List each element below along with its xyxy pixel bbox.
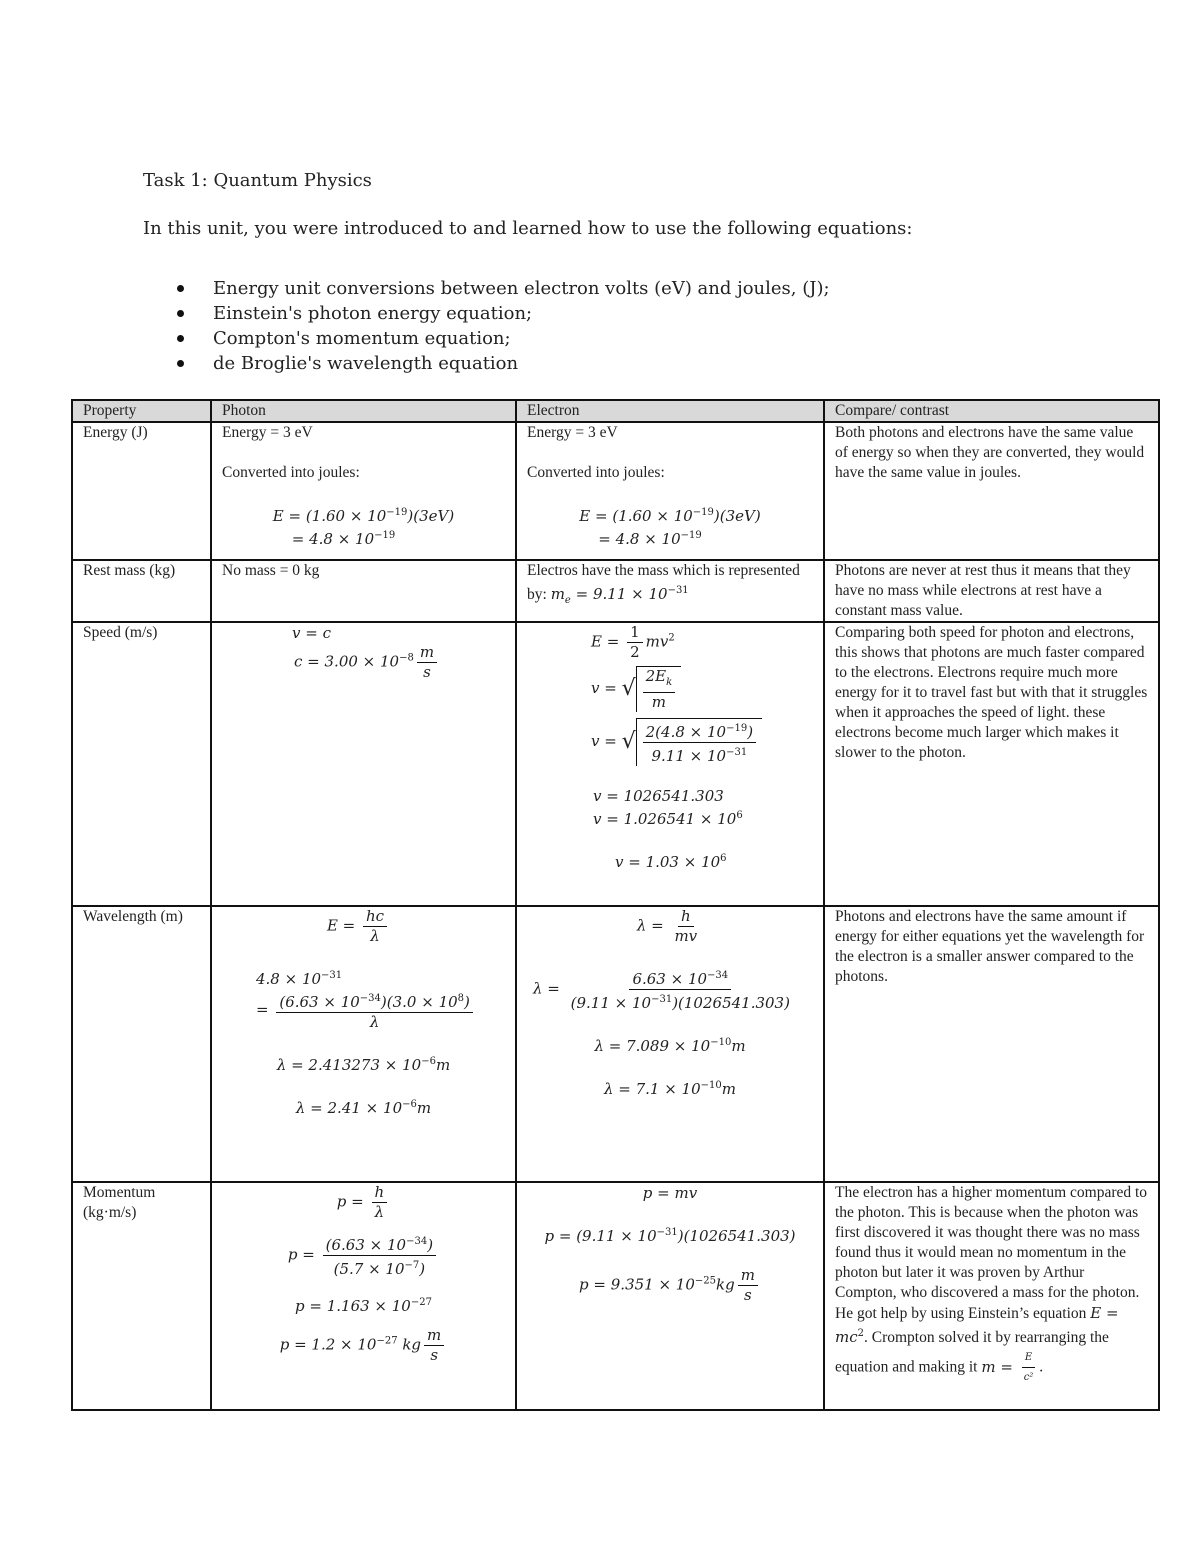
equation: v = √ $\frac{2E_k}{m}$ xyxy=(527,666,813,712)
header-electron: Electron xyxy=(516,400,824,422)
bullet-icon xyxy=(177,310,184,317)
cell-photon-speed: v = c $c = 3.00 \times 10^{-8}$ $\frac{m}{s}$ xyxy=(211,622,516,906)
header-photon: Photon xyxy=(211,400,516,422)
cell-electron-speed: E = $\frac{1}{2}$ $mv^2$ v = √ $\frac{2E_k}{m}$ v = √ $\frac{2(4.8 \times 10^{-19})}{9.11 \times 10^{-31}}$ v = 1026541.303 $v = 1.026541 \times 10^6$ $v = 1.03 \times 10^6$ xyxy=(516,622,824,906)
table-row-speed xyxy=(72,622,1159,906)
comparison-table xyxy=(71,399,1160,1411)
table-row-momentum xyxy=(72,1182,1159,1410)
cell-compare-wavelength: Photons and electrons have the same amount if energy for either equations yet the wavelength for the electron is a smaller answer compared to the photons. xyxy=(824,906,1159,1182)
cell-photon-energy: Energy = 3 eV Converted into joules: $E = (1.60 \times 10^{-19})(3eV)$ = $4.8 \times 10^{-19}$ xyxy=(211,422,516,560)
equation: E = $\frac{1}{2}$ $mv^2$ xyxy=(591,623,675,661)
list-item: Compton's momentum equation; xyxy=(175,326,830,351)
header-compare: Compare/ contrast xyxy=(824,400,1159,422)
equation: = $\frac{(6.63 \times 10^{-34})(3.0 \times 10^8)}{\lambda}$ xyxy=(222,989,505,1032)
equation: $\lambda = 2.413273 \times 10^{-6}m$ xyxy=(276,1056,451,1074)
equation: $E = mc^2$ xyxy=(835,1304,1119,1346)
cell-compare-mass: Photons are never at rest thus it means that they have no mass while electrons at rest have a constant mass value. xyxy=(824,560,1159,622)
bullet-icon xyxy=(177,360,184,367)
equation: $p = 1.2 \times 10^{-27}$ kg $\frac{m}{s}$ xyxy=(222,1326,505,1365)
table-row-wavelength xyxy=(72,906,1159,1182)
equation: $p = 9.351 \times 10^{-25}kg$ $\frac{m}{s}$ xyxy=(527,1266,813,1305)
equation: $m_e = 9.11 \times 10^{-31}$ xyxy=(550,585,689,606)
table-row-rest-mass xyxy=(72,560,1159,622)
cell-electron-wavelength xyxy=(516,906,824,1182)
cell-electron-energy: Energy = 3 eV Converted into joules: $E = (1.60 \times 10^{-19})(3eV)$ = $4.8 \times 10^{-19}$ xyxy=(516,422,824,560)
equation: $E = (1.60 \times 10^{-19})(3eV)$ xyxy=(579,507,761,525)
equation: E = $\frac{hc}{\lambda}$ xyxy=(212,907,505,946)
equation: $4.8 \times 10^{-31}$ xyxy=(256,970,343,988)
bullet-icon xyxy=(177,335,184,342)
equation: p = $\frac{(6.63 \times 10^{-34})}{(5.7 \times 10^{-7})}$ xyxy=(222,1232,505,1279)
equation: λ = $\frac{h}{mv}$ xyxy=(636,907,698,945)
cell-property: Wavelength (m) xyxy=(72,906,211,1182)
header-property: Property xyxy=(72,400,211,422)
cell-electron-mass: Electros have the mass which is represented by: $m_e = 9.11 \times 10^{-31}$ xyxy=(516,560,824,622)
intro-paragraph: In this unit, you were introduced to and learned how to use the following equations: xyxy=(143,218,913,239)
table-row-energy xyxy=(72,422,1159,560)
equation: $v = 1.03 \times 10^6$ xyxy=(615,853,727,871)
list-item: Einstein's photon energy equation; xyxy=(175,301,830,326)
equation: $c = 3.00 \times 10^{-8}$ $\frac{m}{s}$ xyxy=(222,643,505,682)
table-header-row xyxy=(72,400,1159,422)
equation: $\lambda = 2.41 \times 10^{-6}m$ xyxy=(295,1099,432,1117)
equation: = $4.8 \times 10^{-19}$ xyxy=(598,530,702,548)
equation: $E = (1.60 \times 10^{-19})(3eV)$ xyxy=(272,507,455,525)
equation: v = √ $\frac{2(4.8 \times 10^{-19})}{9.11 \times 10^{-31}}$ xyxy=(527,718,813,766)
equation: $\lambda = 7.089 \times 10^{-10}m$ xyxy=(594,1037,746,1055)
equation: = $4.8 \times 10^{-19}$ xyxy=(291,530,396,548)
cell-property: Energy (J) xyxy=(72,422,211,560)
cell-photon-momentum xyxy=(211,1182,516,1410)
equation: $\lambda = 7.1 \times 10^{-10}m$ xyxy=(603,1080,736,1098)
equation: m = $\frac{E}{\text{c²}}$ xyxy=(981,1358,1039,1376)
equation: $p = 1.163 \times 10^{-27}$ xyxy=(295,1297,432,1315)
bullet-icon xyxy=(177,285,184,292)
cell-compare-speed: Comparing both speed for photon and electrons, this shows that photons are much faster compared to the electrons. Electrons require much more energy for it to travel fast but with that it struggles when it approaches the speed of light. these electrons become much larger which makes it slower to the photon. xyxy=(824,622,1159,906)
equation: $p = (9.11 \times 10^{-31})(1026541.303)$ xyxy=(544,1227,796,1245)
equation: $v = 1.026541 \times 10^6$ xyxy=(593,810,743,828)
cell-photon-mass: No mass = 0 kg xyxy=(211,560,516,622)
page-title: Task 1: Quantum Physics xyxy=(143,170,372,191)
cell-compare-momentum: The electron has a higher momentum compared to the photon. This is because when the photon was first discovered it was thought there was no mass found thus it would mean no momentum in the photon but later it was proven by Arthur Compton, who discovered a mass for the photon. He got help by using Einstein’s equation $E = mc^2$. Crompton solved it by rearranging the equation and making it m = $\frac{E}{\text{c²}}$ . xyxy=(824,1182,1159,1410)
cell-electron-momentum: p = mv $p = (9.11 \times 10^{-31})(1026541.303)$ $p = 9.351 \times 10^{-25}kg$ $\frac{m}{s}$ xyxy=(516,1182,824,1410)
list-item: Energy unit conversions between electron volts (eV) and joules, (J); xyxy=(175,276,830,301)
cell-photon-wavelength xyxy=(211,906,516,1182)
equation: λ = $\frac{6.63 \times 10^{-34}}{(9.11 \times 10^{-31})(1026541.303)}$ xyxy=(527,966,813,1013)
cell-property: Speed (m/s) xyxy=(72,622,211,906)
cell-property: Momentum (kg·m/s) xyxy=(72,1182,211,1410)
list-item: de Broglie's wavelength equation xyxy=(175,351,830,376)
equation: p = $\frac{h}{\lambda}$ xyxy=(222,1183,505,1222)
equation-list xyxy=(175,276,830,376)
cell-property: Rest mass (kg) xyxy=(72,560,211,622)
cell-compare-energy: Both photons and electrons have the same value of energy so when they are converted, they would have the same value in joules. xyxy=(824,422,1159,560)
